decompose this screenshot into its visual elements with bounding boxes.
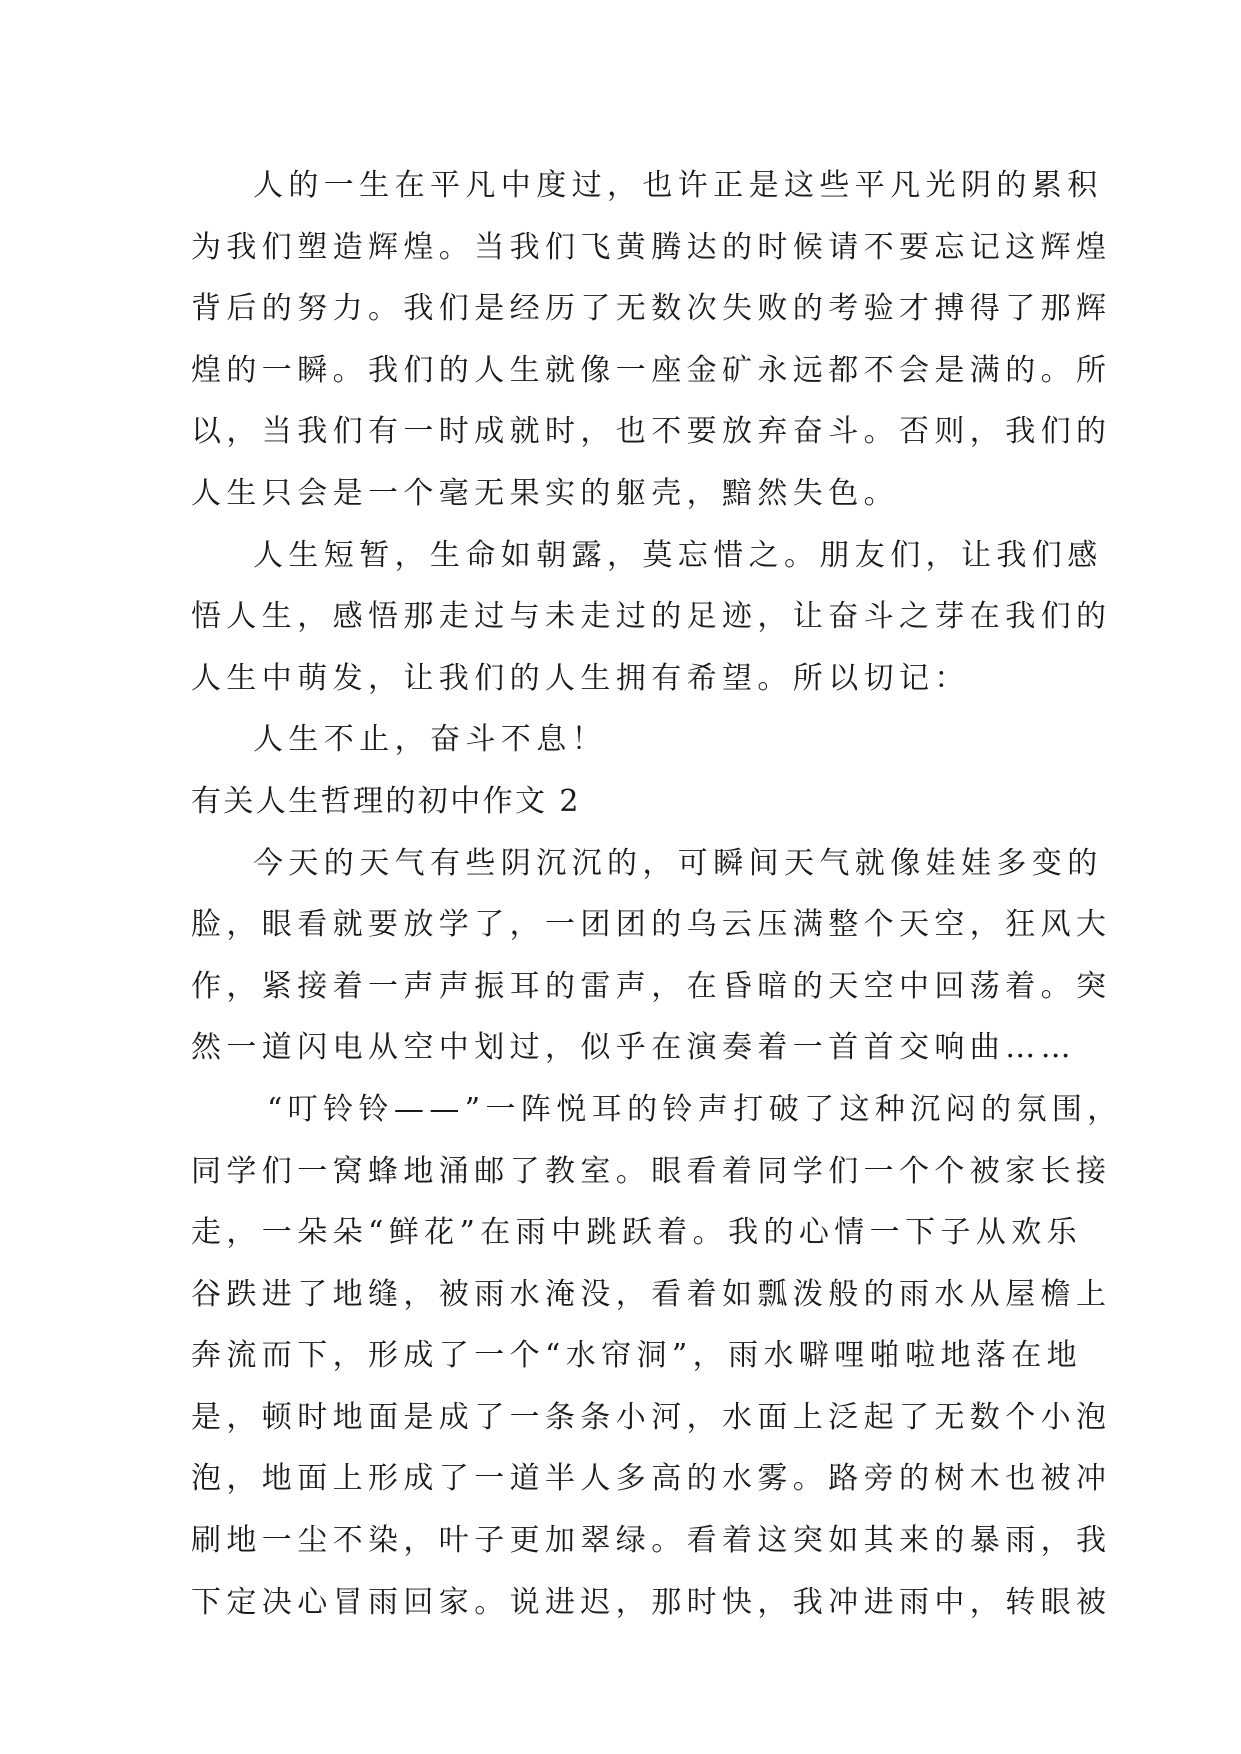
paragraph-line: 悟人生，感悟那走过与未走过的足迹，让奋斗之芽在我们的: [191, 599, 1112, 635]
paragraph-line: 背后的努力。我们是经历了无数次失败的考验才搏得了那辉: [191, 291, 1112, 327]
paragraph-line: 刷地一尘不染，叶子更加翠绿。看着这突如其来的暴雨，我: [191, 1523, 1112, 1559]
paragraph-line: 同学们一窝蜂地涌邮了教室。眼看着同学们一个个被家长接: [191, 1153, 1112, 1189]
paragraph-line: 为我们塑造辉煌。当我们飞黄腾达的时候请不要忘记这辉煌: [191, 229, 1112, 265]
paragraph-line: 以，当我们有一时成就时，也不要放弃奋斗。否则，我们的: [191, 414, 1112, 450]
paragraph-line: 人生短暂，生命如朝露，莫忘惜之。朋友们，让我们感: [253, 537, 1103, 573]
paragraph-line: 人生中萌发，让我们的人生拥有希望。所以切记：: [191, 660, 970, 696]
paragraph-line: “叮铃铃——”一阵悦耳的铃声打破了这种沉闷的氛围，: [267, 1091, 1123, 1127]
paragraph-line: 煌的一瞬。我们的人生就像一座金矿永远都不会是满的。所: [191, 352, 1112, 388]
paragraph-line: 走，一朵朵“鲜花”在雨中跳跃着。我的心情一下子从欢乐: [191, 1215, 1083, 1251]
paragraph-line: 人生只会是一个毫无果实的躯壳，黯然失色。: [191, 475, 899, 511]
paragraph-line: 泡，地面上形成了一道半人多高的水雾。路旁的树木也被冲: [191, 1461, 1112, 1497]
paragraph-line: 谷跌进了地缝，被雨水淹没，看着如瓢泼般的雨水从屋檐上: [191, 1276, 1112, 1312]
paragraph-line: 下定决心冒雨回家。说进迟，那时快，我冲进雨中，转眼被: [191, 1584, 1112, 1620]
paragraph-line: 作，紧接着一声声振耳的雷声，在昏暗的天空中回荡着。突: [191, 968, 1112, 1004]
paragraph-line: 今天的天气有些阴沉沉的，可瞬间天气就像娃娃多变的: [253, 845, 1103, 881]
paragraph-line: 人的一生在平凡中度过，也许正是这些平凡光阴的累积: [253, 168, 1103, 203]
document-body: [191, 155, 1123, 1633]
paragraph-line: 脸，眼看就要放学了，一团团的乌云压满整个天空，狂风大: [191, 907, 1112, 943]
paragraph-line: 是，顿时地面是成了一条条小河，水面上泛起了无数个小泡: [191, 1399, 1112, 1435]
paragraph-line: 奔流而下，形成了一个“水帘洞”，雨水噼哩啪啦地落在地: [191, 1338, 1083, 1374]
paragraph-line: 人生不止，奋斗不息！: [253, 722, 607, 758]
paragraph-line: 然一道闪电从空中划过，似乎在演奏着一首首交响曲……: [191, 1030, 1076, 1066]
section-heading: 有关人生哲理的初中作文 2: [191, 783, 581, 819]
